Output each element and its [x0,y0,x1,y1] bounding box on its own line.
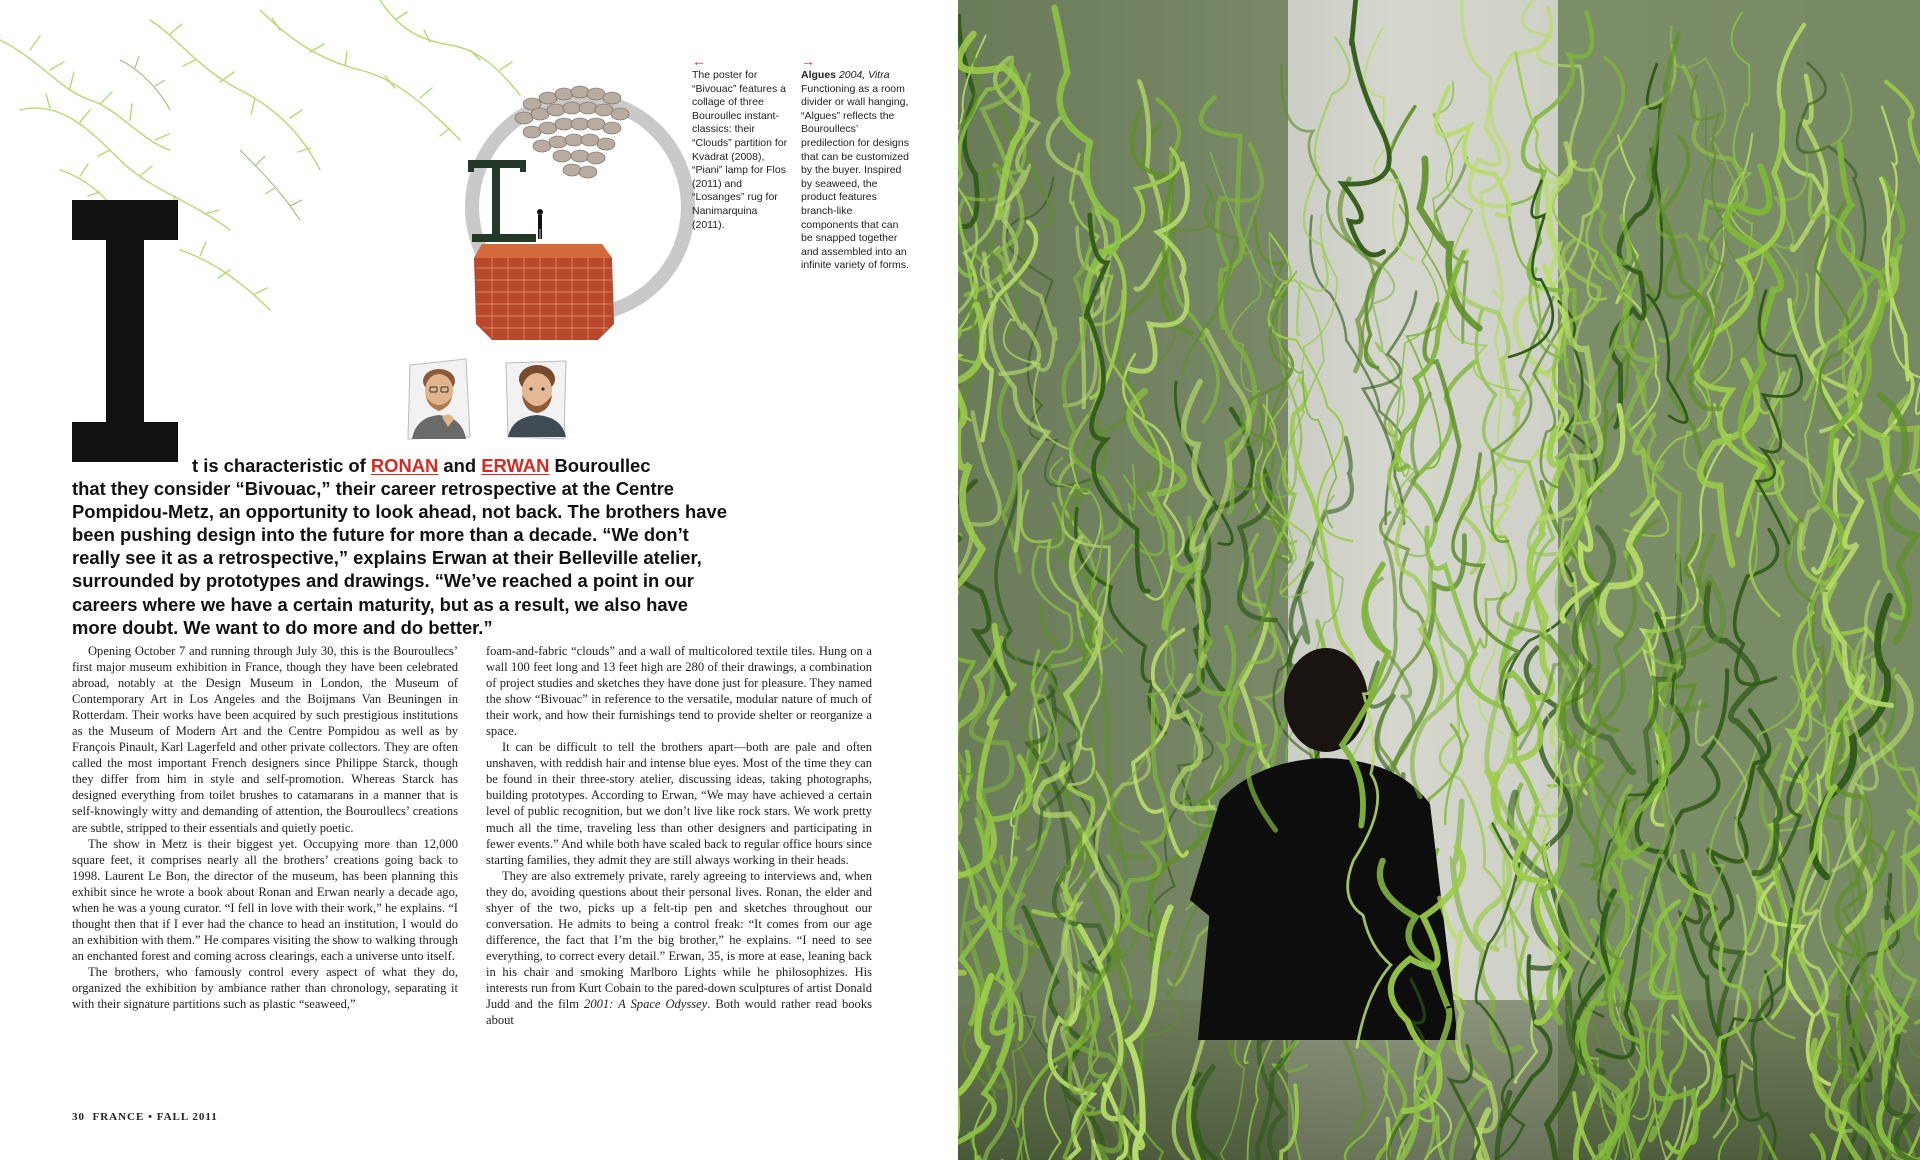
paragraph-text: They are also extremely private, rarely agreeing to interviews and, when they do, avoiding questions about their personal lives. Ronan, the elder and shyer of the two, picks up a felt-tip pen and sketches throughout our conversation. He admits to being a control freak: “It comes from our age difference, the fact that I’m the big brother,” he explains. “I need to see everything, to correct every detail.” Erwan, 35, is more at ease, leaning back in his chair and smoking Marlboro Lights while he philosophizes. His interests run from Kurt Cobain to the pared-down sculptures of artist Donald Judd and the film [486,868,872,1012]
paragraph: foam-and-fabric “clouds” and a wall of multicolored textile tiles. Hung on a wall 100 feet long and 13 feet high are 280 of their drawings, a combination of project studies and sketches they have done just for pleasure. They named the show “Bivouac” in reference to the versatile, modular nature of much of their work, and how their furnishings tend to provide shelter or reorganize a space. [486,644,872,739]
portrait-erwan [502,355,572,443]
lede-and: and [438,455,482,476]
drop-cap [72,200,178,462]
paragraph: The brothers, who famously control every aspect of what they do, organized the exhibition by ambiance rather than chronology, separating it with their signature partitions such as plastic “seaweed,” [72,964,458,1012]
portrait-ronan [404,355,474,443]
article-lede [72,454,732,639]
film-title: 2001: A Space Odyssey [584,997,708,1012]
algues-caption-text: Functioning as a room divider or wall hanging, “Algues” reflects the Bouroullecs’ predilection for designs that can be customized by the buyer. Inspired by seaweed, the product features branch-like components that can be snapped together and assembled into an infinite variety of forms. [801,82,909,272]
paragraph-text: . Both would rather read books about [486,997,872,1028]
poster-caption [692,55,788,232]
column-left [72,643,458,1012]
page-number: 30 [72,1111,85,1123]
name-ronan: RONAN [370,455,439,476]
section-name: FRANCE [92,1111,145,1123]
issue-date: FALL 2011 [156,1111,218,1123]
paragraph: Opening October 7 and running through July 30, this is the Bouroullecs’ first major museum exhibition in France, though they have been celebrated abroad, notably at the Design Museum in London, the Museum of Contemporary Art in Los Angeles and the Boijmans Van Beuningen in Rotterdam. Their works have been acquired by such prestigious institutions as the Museum of Modern Art and the Centre Pompidou as well as by François Pinault, Karl Lagerfeld and other private collectors. They are often called the most important French designers since Philippe Starck, though they differ from him in style and self-promotion. Whereas Starck has designed everything from toilet brushes to catamarans in a manner that is self-knowingly witty and demanding of attention, the Bouroullecs’ creations are subtle, stripped to their essentials and quietly poetic. [72,644,458,835]
lede-intro: t is characteristic of [192,455,371,476]
lede-surname: Bouroullec [549,455,651,476]
algues-caption-title: Algues [801,69,837,81]
paragraph [486,868,872,1028]
algues-installation-photo [958,0,1920,1160]
right-page [958,0,1920,1160]
arrow-left-icon: ← [692,53,706,69]
folio-separator: • [148,1111,153,1123]
folio [72,1111,218,1123]
column-right [486,643,872,1028]
arrow-right-icon: → [801,53,815,69]
bivouac-poster-illustration [462,62,698,352]
algues-caption-meta: 2004, Vitra [838,69,890,81]
left-page [0,0,958,1160]
paragraph: The show in Metz is their biggest yet. Occupying more than 12,000 square feet, it comprises nearly all the brothers’ creations going back to 1998. Laurent Le Bon, the director of the museum, has been planning this exhibit since he wrote a book about Ronan and Erwan nearly a decade ago, when he was a young curator. “I fell in love with their work,” he explains. “I thought then that if I ever had the chance to head an institution, I would do an exhibition with them.” He compares visiting the show to walking through an enchanted forest and coming across clearings, each a universe unto itself. [72,836,458,963]
lede-body: that they consider “Bivouac,” their career retrospective at the Centre Pompidou-Metz, an opportunity to look ahead, not back. The brothers have been pushing design into the future for more than a decade. “We don’t really see it as a retrospective,” explains Erwan at their Belleville atelier, surrounded by prototypes and drawings. “We’ve reached a point in our careers where we have a certain maturity, but as a result, we also have more doubt. We want to do more and do better.” [72,478,727,638]
name-erwan: ERWAN [481,455,550,476]
algues-caption [801,55,911,273]
poster-caption-text: The poster for “Bivouac” features a collage of three Bouroullec instant-classics: their “Clouds” partition for Kvadrat (2008), “Piani” lamp for Flos (2011) and “Losanges” rug for Nanimarquina (2011). [692,69,788,231]
paragraph: It can be difficult to tell the brothers apart—both are pale and often unshaven, with reddish hair and intense blue eyes. Most of the time they can be found in their three-story atelier, discussing ideas, taking photographs, building prototypes. According to Erwan, “We may have achieved a certain level of public recognition, but we don’t live like rock stars. We work pretty much all the time, traveling less than other designers and participating in fewer events.” And while both have scaled back to regular office hours since starting families, they admit they are still always working in their heads. [486,740,872,867]
